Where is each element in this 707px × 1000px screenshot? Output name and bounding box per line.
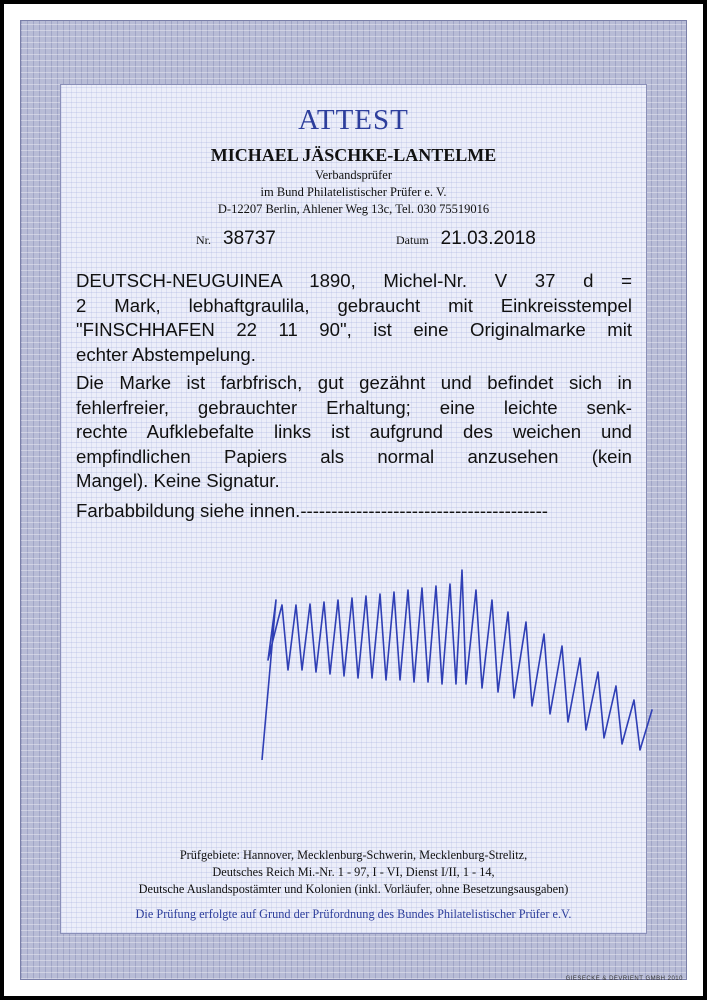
description-line: "FINSCHHAFEN 22 11 90", ist eine Originalmarke mit: [76, 319, 632, 341]
color-image-note: [76, 499, 616, 524]
condition-line: Mangel). Keine Signatur.: [76, 470, 280, 492]
examiner-name: MICHAEL JÄSCHKE-LANTELME: [210, 145, 497, 165]
color-image-line: Farbabbildung siehe innen.----------------------------------------: [76, 500, 548, 521]
condition-line: fehlerfreier, gebrauchter Erhaltung; eine leichte senk-: [76, 396, 632, 418]
footer-scope-line: Deutsche Auslandspostämter und Kolonien (inkl. Vorläufer, ohne Besetzungsausgaben): [138, 882, 569, 896]
description-line: 2 Mark, lebhaftgraulila, gebraucht mit Einkreisstempel: [76, 294, 632, 316]
condition-line: Die Marke ist farbfrisch, gut gezähnt und befindet sich in: [76, 372, 632, 393]
stamp-description: [76, 269, 632, 367]
description-line: DEUTSCH-NEUGUINEA 1890, Michel-Nr. V 37 d =: [76, 270, 632, 291]
examiner-association: im Bund Philatelistischer Prüfer e. V.: [260, 185, 447, 199]
condition-line: empfindlichen Papiers als normal anzusehen (kein: [76, 445, 632, 467]
footer-scope-line: Deutsches Reich Mi.-Nr. 1 - 97, I - VI, Dienst I/II, 1 - 14,: [212, 865, 495, 879]
examiner-address: D-12207 Berlin, Ahlener Weg 13c, Tel. 030 75519016: [217, 202, 490, 216]
examiner-signature: [240, 560, 660, 760]
printer-imprint: GIESECKE & DEVRIENT GMBH 2010: [565, 976, 683, 982]
certificate-number: [196, 228, 276, 250]
condition-line: rechte Aufklebefalte links ist aufgrund des weichen und: [76, 421, 632, 443]
date-label: Datum: [396, 233, 429, 247]
number-value: 38737: [223, 228, 276, 249]
examiner-role: Verbandsprüfer: [314, 168, 393, 182]
examination-rules-note: Die Prüfung erfolgte auf Grund der Prüfordnung des Bundes Philatelistischer Prüfer e.V.: [135, 907, 572, 921]
certificate-title: ATTEST: [298, 104, 409, 136]
date-value: 21.03.2018: [440, 228, 536, 249]
footer-scope-line: Prüfgebiete: Hannover, Mecklenburg-Schwerin, Mecklenburg-Strelitz,: [179, 848, 528, 862]
description-line: echter Abstempelung.: [76, 343, 256, 365]
certificate-date: [396, 228, 536, 250]
condition-description: [76, 371, 632, 494]
number-label: Nr.: [196, 233, 211, 247]
